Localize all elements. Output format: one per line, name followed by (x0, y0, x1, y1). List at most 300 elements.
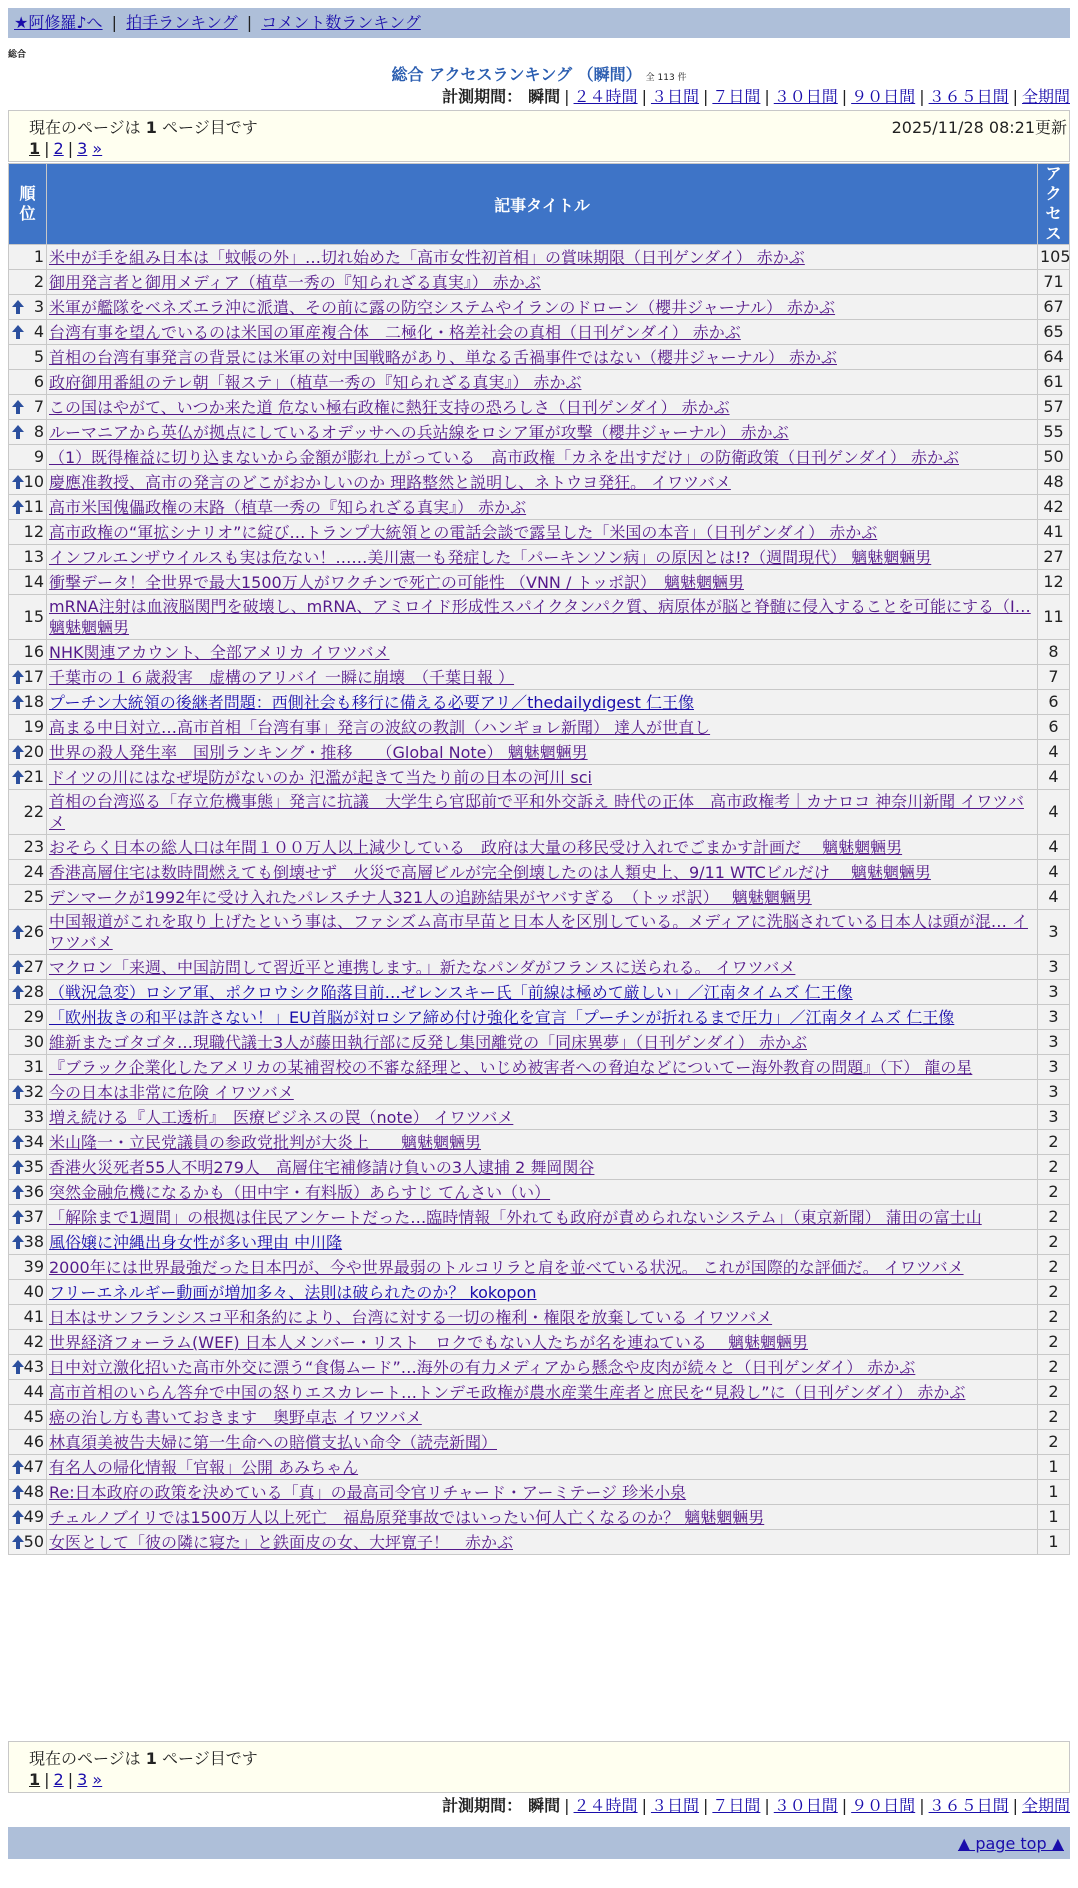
rank-number: 15 (23, 607, 44, 626)
rank-cell (9, 470, 47, 495)
access-count: 3 (1038, 1030, 1070, 1055)
article-link[interactable]: 有名人の帰化情報「官報」公開 あみちゃん (49, 1457, 359, 1477)
rank-number: 3 (33, 297, 44, 316)
col-header-access: アクセス (1038, 164, 1070, 245)
access-count: 2 (1038, 1205, 1070, 1230)
rank-cell (9, 270, 47, 295)
period-separator: | (564, 1796, 570, 1815)
rank-cell (9, 1255, 47, 1280)
period-option-4[interactable]: ９０日間 (851, 1796, 916, 1815)
article-link[interactable]: 高市米国傀儡政権の末路（植草一秀の『知られざる真実』） 赤かぶ (49, 497, 527, 517)
table-row (9, 1080, 1070, 1105)
title-cell (47, 765, 1038, 790)
page-info-panel-bottom (8, 1741, 1070, 1793)
period-option-6[interactable]: 全期間 (1021, 87, 1070, 106)
article-link[interactable]: デンマークが1992年に受け入れたパレスチナ人321人の追跡結果がヤバすぎる （トッポ訳） 魑魅魍魎男 (49, 887, 812, 907)
rank-number: 2 (33, 272, 44, 291)
up-arrow-icon (12, 1510, 24, 1524)
pager-page-3[interactable]: 3 (77, 139, 88, 158)
up-arrow-icon (12, 1535, 24, 1549)
access-count: 3 (1038, 980, 1070, 1005)
article-link[interactable]: ルーマニアから英仏が拠点にしているオデッサへの兵站線をロシア軍が攻撃（櫻井ジャーナル） 赤かぶ (49, 422, 789, 442)
article-link[interactable]: 増え続ける『人工透析』 医療ビジネスの罠（note） イワツバメ (49, 1107, 514, 1127)
page-number: 1 (145, 1749, 157, 1768)
rank-number: 42 (23, 1332, 44, 1351)
rank-number: 46 (23, 1432, 44, 1451)
title-cell (47, 1380, 1038, 1405)
table-row (9, 690, 1070, 715)
title-cell (47, 1505, 1038, 1530)
period-option-1[interactable]: ３日間 (650, 87, 699, 106)
up-arrow-icon (12, 925, 24, 939)
rank-number: 39 (23, 1257, 44, 1276)
article-link[interactable]: 2000年には世界最強だった日本円が、今や世界最弱のトルコリラと肩を並べている状況。 これが国際的な評価だ。 イワツバメ (49, 1257, 964, 1277)
rank-cell (9, 910, 47, 955)
home-link[interactable]: ★阿修羅♪へ (14, 13, 103, 32)
access-count: 4 (1038, 885, 1070, 910)
access-count: 71 (1038, 270, 1070, 295)
access-count: 48 (1038, 470, 1070, 495)
table-row (9, 910, 1070, 955)
rank-number: 49 (23, 1507, 44, 1526)
title-cell (47, 395, 1038, 420)
access-count: 1 (1038, 1530, 1070, 1555)
pager-separator: | (67, 139, 74, 158)
access-count: 4 (1038, 860, 1070, 885)
title-cell (47, 1180, 1038, 1205)
access-count: 4 (1038, 790, 1070, 835)
page-suffix: ページ目です (156, 118, 258, 137)
period-label: 計測期間： (442, 87, 523, 106)
updated-timestamp: 2025/11/28 08:21更新 (891, 118, 1067, 137)
pager (29, 139, 102, 158)
article-link[interactable]: ドイツの川にはなぜ堤防がないのか 氾濫が起きて当たり前の日本の河川 sci (49, 767, 592, 787)
table-row (9, 1030, 1070, 1055)
rank-cell (9, 1155, 47, 1180)
article-link[interactable]: 慶應准教授、高市の発言のどこがおかしいのか 理路整然と説明し、ネトウヨ発狂。 イワツバメ (49, 472, 731, 492)
article-link[interactable]: 癌の治し方も書いておきます 奥野卓志 イワツバメ (49, 1407, 422, 1427)
table-row (9, 740, 1070, 765)
access-count: 3 (1038, 1080, 1070, 1105)
rank-cell (9, 1280, 47, 1305)
article-link[interactable]: 米山隆一・立民党議員の参政党批判が大炎上 魑魅魍魎男 (49, 1132, 482, 1152)
access-count: 2 (1038, 1230, 1070, 1255)
article-link[interactable]: 高市首相のいらん答弁で中国の怒りエスカレート…トンデモ政権が農水産業生産者と庶民を“見殺し”に（日刊ゲンダイ） 赤かぶ (49, 1382, 966, 1402)
table-row (9, 495, 1070, 520)
title-cell (47, 910, 1038, 955)
access-count: 6 (1038, 690, 1070, 715)
period-option-5[interactable]: ３６５日間 (928, 1796, 1009, 1815)
table-row (9, 980, 1070, 1005)
rank-number: 32 (23, 1082, 44, 1101)
rank-cell (9, 595, 47, 640)
period-option-3[interactable]: ３０日間 (773, 87, 838, 106)
title-cell (47, 545, 1038, 570)
col-header-title: 記事タイトル (47, 164, 1038, 245)
up-arrow-icon (12, 500, 24, 514)
rank-number: 23 (23, 837, 44, 856)
pager-separator: | (67, 1770, 74, 1789)
col-header-rank: 順位 (9, 164, 47, 245)
rank-cell (9, 790, 47, 835)
rank-number: 8 (33, 422, 44, 441)
rank-cell (9, 370, 47, 395)
rank-number: 24 (23, 862, 44, 881)
up-arrow-icon (12, 425, 24, 439)
rank-cell (9, 520, 47, 545)
article-link[interactable]: チェルノブイリでは1500万人以上死亡 福島原発事故ではいったい何人亡くなるのか？ 魑魅魍魎男 (49, 1507, 765, 1527)
article-link[interactable]: 『ブラック企業化したアメリカの某補習校の不審な経理と、いじめ被害者への脅迫などについてー海外教育の問題』（下） 龍の星 (49, 1057, 973, 1077)
article-link[interactable]: おそらく日本の総人口は年間１００万人以上減少している 政府は大量の移民受け入れでごまかす計画だ 魑魅魍魎男 (49, 837, 903, 857)
access-count: 4 (1038, 765, 1070, 790)
article-link[interactable]: 「欧州抜きの和平は許さない！」EU首脳が対ロシア締め付け強化を宣言「プーチンが折れるまで圧力」／江南タイムズ 仁王像 (49, 1007, 955, 1027)
title-cell (47, 715, 1038, 740)
article-link[interactable]: 千葉市の１６歳殺害 虚構のアリバイ 一瞬に崩壊 （千葉日報 ） (49, 667, 515, 687)
period-option-6[interactable]: 全期間 (1021, 1796, 1070, 1815)
table-row (9, 1480, 1070, 1505)
table-row (9, 1130, 1070, 1155)
rank-number: 12 (23, 522, 44, 541)
table-row (9, 470, 1070, 495)
table-row (9, 715, 1070, 740)
table-row (9, 885, 1070, 910)
article-link[interactable]: 世界経済フォーラム(WEF) 日本人メンバー・リスト ロクでもない人たちが名を連ねている 魑魅魍魎男 (49, 1332, 808, 1352)
period-separator: | (919, 1796, 925, 1815)
pager-next[interactable]: » (92, 1770, 103, 1789)
access-count: 7 (1038, 665, 1070, 690)
access-count: 2 (1038, 1305, 1070, 1330)
period-separator: | (764, 87, 770, 106)
article-link[interactable]: プーチン大統領の後継者問題：西側社会も移行に備える必要アリ／thedailydigest 仁王像 (49, 692, 694, 712)
table-row (9, 1280, 1070, 1305)
rank-number: 35 (23, 1157, 44, 1176)
table-row (9, 520, 1070, 545)
article-link[interactable]: 女医として「彼の隣に寝た」と鉄面皮の女、大坪寛子！ 赤かぶ (49, 1532, 514, 1552)
title-cell (47, 1155, 1038, 1180)
rank-cell (9, 1130, 47, 1155)
table-row (9, 1180, 1070, 1205)
pager-page-2[interactable]: 2 (53, 1770, 64, 1789)
table-row (9, 765, 1070, 790)
title-cell (47, 1230, 1038, 1255)
title-cell (47, 1255, 1038, 1280)
access-count: 3 (1038, 1055, 1070, 1080)
title-cell (47, 790, 1038, 835)
article-link[interactable]: 米中が手を組み日本は「蚊帳の外」…切れ始めた「高市女性初首相」の賞味期限（日刊ゲンダイ） 赤かぶ (49, 247, 805, 267)
period-current: 瞬間 (528, 87, 561, 106)
table-row (9, 1305, 1070, 1330)
period-option-3[interactable]: ３０日間 (773, 1796, 838, 1815)
current-page-text (29, 1746, 258, 1769)
up-arrow-icon (12, 1360, 24, 1374)
rank-number: 17 (23, 667, 44, 686)
title-cell (47, 1405, 1038, 1430)
article-link[interactable]: 政府御用番組のテレ朝「報ステ」（植草一秀の『知られざる真実』） 赤かぶ (49, 372, 582, 392)
rank-cell (9, 955, 47, 980)
title-cell (47, 690, 1038, 715)
article-link[interactable]: 「解除まで1週間」の根拠は住民アンケートだった…臨時情報「外れても政府が責められないシステム」（東京新聞） 蒲田の富士山 (49, 1207, 982, 1227)
rank-number: 31 (23, 1057, 44, 1076)
nav-separator: | (246, 13, 253, 32)
access-count: 2 (1038, 1280, 1070, 1305)
title-cell (47, 1455, 1038, 1480)
title-cell (47, 640, 1038, 665)
period-option-2[interactable]: ７日間 (712, 87, 761, 106)
rank-number: 41 (23, 1307, 44, 1326)
title-cell (47, 1205, 1038, 1230)
rank-number: 29 (23, 1007, 44, 1026)
article-link[interactable]: 高まる中日対立…高市首相「台湾有事」発言の波紋の教訓（ハンギョレ新聞） 達人が世直し (49, 717, 711, 737)
article-link[interactable]: （1）既得権益に切り込まないから金額が膨れ上がっている 高市政権「カネを出すだけ」の防衛政策（日刊ゲンダイ） 赤かぶ (49, 447, 959, 467)
access-count: 2 (1038, 1130, 1070, 1155)
rank-cell (9, 860, 47, 885)
period-option-1[interactable]: ３日間 (650, 1796, 699, 1815)
rank-cell (9, 245, 47, 270)
article-link[interactable]: Re:日本政府の政策を決めている「真」の最高司令官リチャード・アーミテージ 珍米小泉 (49, 1482, 687, 1502)
rank-number: 28 (23, 982, 44, 1001)
period-current: 瞬間 (528, 1796, 561, 1815)
category-label: 総合 (8, 50, 27, 60)
article-link[interactable]: フリーエネルギー動画が増加多々、法則は破られたのか？ kokopon (49, 1282, 537, 1302)
title-cell (47, 980, 1038, 1005)
article-link[interactable]: 中国報道がこれを取り上げたという事は、ファシズム高市早苗と日本人を区別している。メディアに洗脳されている日本人は頭が混… イワツバメ (49, 912, 1029, 952)
period-option-2[interactable]: ７日間 (712, 1796, 761, 1815)
table-row (9, 640, 1070, 665)
table-row (9, 320, 1070, 345)
table-row (9, 1505, 1070, 1530)
access-count: 2 (1038, 1380, 1070, 1405)
article-link[interactable]: 香港火災死者55人不明279人 高層住宅補修請け負いの3人逮捕 2 舞岡関谷 (49, 1157, 595, 1177)
article-link[interactable]: 台湾有事を望んでいるのは米国の軍産複合体 二極化・格差社会の真相（日刊ゲンダイ） 赤かぶ (49, 322, 741, 342)
table-row (9, 1255, 1070, 1280)
article-link[interactable]: 突然金融危機になるかも（田中宇・有料版）あらすじ てんさい（い） (49, 1182, 551, 1202)
table-row (9, 1105, 1070, 1130)
rank-cell (9, 1530, 47, 1555)
access-count: 57 (1038, 395, 1070, 420)
access-count: 2 (1038, 1330, 1070, 1355)
rank-number: 6 (33, 372, 44, 391)
table-row (9, 1230, 1070, 1255)
article-link[interactable]: NHK関連アカウント、全部アメリカ イワツバメ (49, 642, 390, 662)
rank-number: 48 (23, 1482, 44, 1501)
up-arrow-icon (12, 1135, 24, 1149)
rank-number: 4 (33, 322, 44, 341)
up-arrow-icon (12, 670, 24, 684)
table-row (9, 420, 1070, 445)
rank-number: 43 (23, 1357, 44, 1376)
rank-number: 36 (23, 1182, 44, 1201)
table-row (9, 395, 1070, 420)
article-link[interactable]: 維新またゴタゴタ…現職代議士3人が藤田執行部に反発し集団離党の「同床異夢」（日刊ゲンダイ） 赤かぶ (49, 1032, 807, 1052)
access-count: 12 (1038, 570, 1070, 595)
article-link[interactable]: 香港高層住宅は数時間燃えても倒壊せず 火災で高層ビルが完全倒壊したのは人類史上、9/11 WTCビルだけ 魑魅魍魎男 (49, 862, 931, 882)
period-separator: | (1012, 1796, 1018, 1815)
access-count: 3 (1038, 1005, 1070, 1030)
rank-number: 22 (23, 802, 44, 821)
title-cell (47, 295, 1038, 320)
up-arrow-icon (12, 985, 24, 999)
title-cell (47, 320, 1038, 345)
article-link[interactable]: 首相の台湾有事発言の背景には米軍の対中国戦略があり、単なる舌禍事件ではない（櫻井ジャーナル） 赤かぶ (49, 347, 837, 367)
access-count: 105 (1038, 245, 1070, 270)
pager-next[interactable]: » (92, 139, 103, 158)
page-prefix: 現在のページは (29, 118, 146, 137)
access-count: 11 (1038, 595, 1070, 640)
period-option-0[interactable]: ２４時間 (573, 1796, 638, 1815)
rank-number: 50 (23, 1532, 44, 1551)
access-count: 1 (1038, 1480, 1070, 1505)
article-link[interactable]: インフルエンザウイルスも実は危ない！……美川憲一も発症した「パーキンソン病」の原因とは!?（週間現代） 魑魅魍魎男 (49, 547, 932, 567)
article-link[interactable]: 御用発言者と御用メディア（植草一秀の『知られざる真実』） 赤かぶ (49, 272, 541, 292)
rank-number: 20 (23, 742, 44, 761)
rank-number: 7 (33, 397, 44, 416)
pager-separator: | (44, 139, 50, 158)
up-arrow-icon (12, 1085, 24, 1099)
table-row (9, 445, 1070, 470)
access-count: 64 (1038, 345, 1070, 370)
page-top-link[interactable]: ▲ page top ▲ (957, 1834, 1064, 1853)
rank-number: 26 (23, 922, 44, 941)
rank-number: 25 (23, 887, 44, 906)
access-count: 2 (1038, 1155, 1070, 1180)
article-link[interactable]: 今の日本は非常に危険 イワツバメ (49, 1082, 294, 1102)
rank-number: 45 (23, 1407, 44, 1426)
period-separator: | (702, 87, 709, 106)
title-cell (47, 345, 1038, 370)
pager-page-3[interactable]: 3 (77, 1770, 88, 1789)
period-option-0[interactable]: ２４時間 (573, 87, 638, 106)
article-link[interactable]: 高市政権の“軍拡シナリオ”に綻び…トランプ大統領との電話会談で露呈した「米国の本音」（日刊ゲンダイ） 赤かぶ (49, 522, 878, 542)
table-row (9, 245, 1070, 270)
access-count: 41 (1038, 520, 1070, 545)
rank-cell (9, 420, 47, 445)
period-separator: | (1012, 87, 1018, 106)
up-arrow-icon (12, 770, 24, 784)
rank-cell (9, 495, 47, 520)
rank-number: 37 (23, 1207, 44, 1226)
rank-cell (9, 1230, 47, 1255)
title-cell (47, 520, 1038, 545)
article-link[interactable]: mRNA注射は血液脳関門を破壊し、mRNA、アミロイド形成性スパイクタンパク質、病原体が脳と脊髄に侵入することを可能にする（I… 魑魅魍魎男 (49, 597, 1031, 637)
current-page-text (29, 115, 258, 138)
table-row (9, 1055, 1070, 1080)
rank-cell (9, 320, 47, 345)
article-link[interactable]: 世界の殺人発生率 国別ランキング・推移 （Global Note） 魑魅魍魎男 (49, 742, 588, 762)
period-separator: | (564, 87, 570, 106)
article-link[interactable]: （戦況急変）ロシア軍、ポクロウシク陥落目前…ゼレンスキー氏「前線は極めて厳しい」／江南タイムズ 仁王像 (49, 982, 853, 1002)
pager-current: 1 (29, 1770, 41, 1789)
table-row (9, 295, 1070, 320)
comment-ranking-link[interactable]: コメント数ランキング (261, 13, 421, 32)
up-arrow-icon (12, 325, 24, 339)
period-separator: | (641, 1796, 647, 1815)
total-count: 全 113 件 (645, 73, 687, 83)
period-separator: | (841, 87, 848, 106)
up-arrow-icon (12, 1460, 24, 1474)
pager-page-2[interactable]: 2 (53, 139, 64, 158)
article-link[interactable]: 日中対立激化招いた高市外交に漂う“食傷ムード”…海外の有力メディアから懸念や皮肉が続々と（日刊ゲンダイ） 赤かぶ (49, 1357, 916, 1377)
rank-number: 16 (23, 642, 44, 661)
up-arrow-icon (12, 475, 24, 489)
rank-number: 30 (23, 1032, 44, 1051)
rank-cell (9, 640, 47, 665)
article-link[interactable]: 米軍が艦隊をベネズエラ沖に派遣、その前に露の防空システムやイランのドローン（櫻井ジャーナル） 赤かぶ (49, 297, 836, 317)
rank-cell (9, 1355, 47, 1380)
table-row (9, 1155, 1070, 1180)
period-separator: | (841, 1796, 848, 1815)
rank-cell (9, 1455, 47, 1480)
rank-cell (9, 1330, 47, 1355)
ranking-table (8, 163, 1070, 1555)
article-link[interactable]: 首相の台湾巡る「存立危機事態」発言に抗議 大学生ら官邸前で平和外交訴え 時代の正体 高市政権考｜カナロコ 神奈川新聞 イワツバメ (49, 792, 1024, 832)
rank-cell (9, 1480, 47, 1505)
rank-cell (9, 1205, 47, 1230)
page-title-row (0, 62, 1078, 85)
table-row (9, 665, 1070, 690)
rank-number: 1 (33, 247, 44, 266)
title-cell (47, 495, 1038, 520)
title-cell (47, 860, 1038, 885)
rank-cell (9, 1405, 47, 1430)
access-count: 42 (1038, 495, 1070, 520)
period-option-4[interactable]: ９０日間 (851, 87, 916, 106)
rank-number: 5 (33, 347, 44, 366)
table-row (9, 1330, 1070, 1355)
access-count: 55 (1038, 420, 1070, 445)
page-title: 総合 アクセスランキング （瞬間） (391, 65, 642, 84)
table-row (9, 790, 1070, 835)
article-link[interactable]: 風俗嬢に沖縄出身女性が多い理由 中川隆 (49, 1232, 343, 1252)
rank-cell (9, 1305, 47, 1330)
rank-cell (9, 345, 47, 370)
title-cell (47, 1330, 1038, 1355)
table-row (9, 1430, 1070, 1455)
access-count: 3 (1038, 910, 1070, 955)
up-arrow-icon (12, 745, 24, 759)
article-link[interactable]: この国はやがて、いつか来た道 危ない極右政権に熱狂支持の恐ろしさ（日刊ゲンダイ） 赤かぶ (49, 397, 730, 417)
period-label: 計測期間： (442, 1796, 523, 1815)
table-row (9, 1355, 1070, 1380)
title-cell (47, 1355, 1038, 1380)
rank-cell (9, 545, 47, 570)
title-cell (47, 1055, 1038, 1080)
title-cell (47, 595, 1038, 640)
rank-number: 40 (23, 1282, 44, 1301)
rank-number: 14 (23, 572, 44, 591)
access-count: 2 (1038, 1355, 1070, 1380)
title-cell (47, 1430, 1038, 1455)
table-row (9, 1455, 1070, 1480)
up-arrow-icon (12, 1210, 24, 1224)
rank-cell (9, 570, 47, 595)
period-option-5[interactable]: ３６５日間 (928, 87, 1009, 106)
title-cell (47, 570, 1038, 595)
access-count: 67 (1038, 295, 1070, 320)
up-arrow-icon (12, 1485, 24, 1499)
article-link[interactable]: 衝撃データ！全世界で最大1500万人がワクチンで死亡の可能性 （VNN / トッポ訳） 魑魅魍魎男 (49, 572, 744, 592)
title-cell (47, 420, 1038, 445)
access-count: 6 (1038, 715, 1070, 740)
pager-current: 1 (29, 139, 41, 158)
rank-cell (9, 1505, 47, 1530)
clap-ranking-link[interactable]: 拍手ランキング (126, 13, 238, 32)
article-link[interactable]: 日本はサンフランシスコ平和条約により、台湾に対する一切の権利・権限を放棄している イワツバメ (49, 1307, 773, 1327)
title-cell (47, 1105, 1038, 1130)
up-arrow-icon (12, 1235, 24, 1249)
article-link[interactable]: マクロン「来週、中国訪問して習近平と連携します。」新たなパンダがフランスに送られる。 イワツバメ (49, 957, 796, 977)
title-cell (47, 1305, 1038, 1330)
article-link[interactable]: 林真須美被告夫婦に第一生命への賠償支払い命令（読売新聞） (49, 1432, 498, 1452)
